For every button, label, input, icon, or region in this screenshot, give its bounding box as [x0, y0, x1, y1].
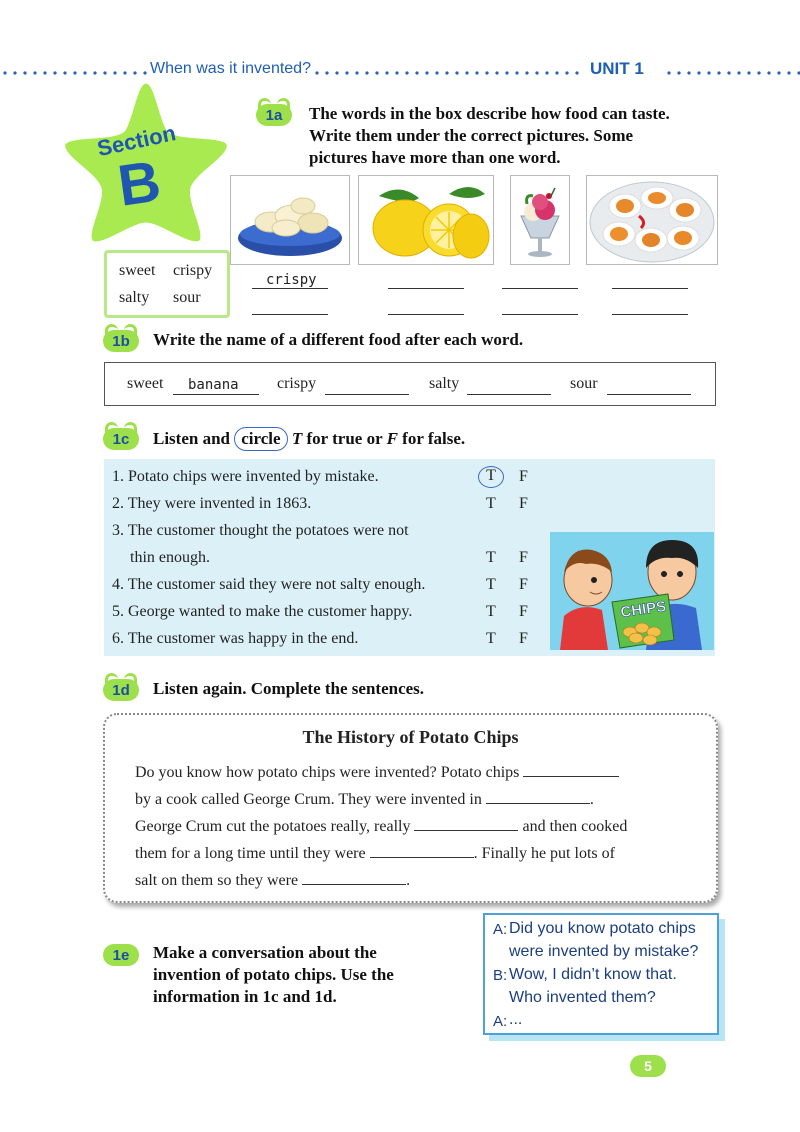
history-blank-5[interactable] [302, 870, 406, 885]
badge-1d: 1d [103, 679, 139, 701]
instruction-1a [309, 103, 729, 169]
history-line-4-end: . Finally he put lots of [473, 845, 615, 862]
ice-cream-image [510, 175, 570, 265]
statement-3-text-cont: thin enough. [130, 549, 210, 566]
sample-answer-crispy: crispy [266, 272, 317, 288]
history-box [103, 713, 718, 903]
statement-2-false[interactable]: F [519, 495, 528, 512]
answer-blank-icecream-2[interactable] [502, 314, 578, 315]
history-line-1-text: Do you know how potato chips were invented? Potato chips [135, 764, 520, 781]
word-crispy: crispy [173, 262, 213, 279]
header-unit: UNIT 1 [590, 59, 644, 78]
instruction-1d: Listen again. Complete the sentences. [153, 679, 425, 698]
badge-1e: 1e [103, 944, 139, 966]
history-line-3-text: George Crum cut the potatoes really, really [135, 818, 411, 835]
history-blank-1[interactable] [523, 762, 619, 777]
section-label: Section [94, 120, 178, 162]
section-letter: B [114, 148, 165, 219]
instruction-1c-pre: Listen and [153, 429, 230, 448]
statement-2-num: 2. [112, 495, 124, 512]
word-sweet-1b: sweet [127, 375, 164, 392]
statement-4 [112, 576, 425, 594]
header-title: When was it invented? [150, 60, 311, 77]
statement-3-num: 3. [112, 522, 124, 539]
potato-chips-image [230, 175, 350, 265]
instruction-1a-line2: Write them under the correct pictures. Some [309, 126, 634, 145]
history-line-1 [135, 762, 619, 782]
conv-b-line2: Who invented them? [509, 989, 656, 1006]
instruction-1e-line2: invention of potato chips. Use the [153, 965, 394, 984]
instruction-1a-line1: The words in the box describe how food can taste. [309, 104, 670, 123]
conv-a1-speaker: A: [493, 921, 508, 938]
statement-1-true-circled[interactable]: T [478, 466, 504, 488]
history-line-2-text: by a cook called George Crum. They were invented in [135, 791, 482, 808]
statement-5 [112, 603, 412, 621]
history-line-3 [135, 816, 627, 836]
badge-1a: 1a [256, 104, 292, 126]
history-line-5-end: . [406, 872, 411, 889]
statement-5-text: George wanted to make the customer happy. [128, 603, 413, 620]
page-number: 5 [630, 1055, 666, 1077]
conv-a2-line1: ... [509, 1011, 523, 1028]
answer-blank-lemons-2[interactable] [388, 314, 464, 315]
instruction-1c-T: T [291, 429, 303, 448]
instruction-1e-line1: Make a conversation about the [153, 943, 377, 962]
history-line-2 [135, 789, 594, 809]
statement-6-text: The customer was happy in the end. [127, 630, 359, 647]
instruction-1c [153, 427, 465, 451]
conv-b-speaker: B: [493, 967, 508, 984]
header-dots-mid [312, 70, 580, 76]
word-crispy-1b: crispy [277, 375, 317, 392]
history-line-4 [135, 843, 615, 863]
word-sour: sour [173, 289, 201, 306]
conv-a2-speaker: A: [493, 1013, 508, 1030]
instruction-1b: Write the name of a different food after each word. [153, 330, 524, 349]
statement-6-false[interactable]: F [519, 630, 528, 647]
answer-blank-icecream-1[interactable] [502, 288, 578, 289]
instruction-1e [153, 942, 453, 1008]
boys-with-chips-illustration [550, 532, 714, 650]
statement-1 [112, 468, 379, 486]
instruction-1e-line3: information in 1c and 1d. [153, 987, 337, 1006]
statement-2-true[interactable]: T [486, 495, 496, 512]
statement-1-text: Potato chips were invented by mistake. [128, 468, 379, 485]
instruction-1a-line3: pictures have more than one word. [309, 148, 561, 167]
statement-3-text: The customer thought the potatoes were not [127, 522, 409, 539]
instruction-1c-mid: for true or [306, 429, 383, 448]
answer-blank-lemons-1[interactable] [388, 288, 464, 289]
statement-2 [112, 495, 311, 513]
true-false-box [104, 459, 715, 656]
word-sour-1b: sour [570, 375, 598, 392]
answer-blank-sour[interactable] [607, 394, 691, 395]
word-sweet: sweet [119, 262, 156, 279]
statement-3-true[interactable]: T [486, 549, 496, 566]
statement-3 [112, 522, 409, 540]
statement-6-true[interactable]: T [486, 630, 496, 647]
instruction-1c-F: F [386, 429, 398, 448]
header-dots-left [0, 70, 148, 76]
conv-a1-line2: were invented by mistake? [509, 943, 699, 960]
word-box-1a [104, 250, 230, 318]
instruction-1c-circle: circle [234, 427, 287, 451]
statement-4-num: 4. [112, 576, 124, 593]
history-blank-3[interactable] [414, 816, 518, 831]
history-line-3-end: and then cooked [522, 818, 628, 835]
section-star-badge [56, 78, 236, 248]
chips-bag-label: CHIPS [619, 597, 668, 622]
history-blank-4[interactable] [370, 843, 474, 858]
statement-3-false[interactable]: F [519, 549, 528, 566]
answer-blank-egg-1[interactable] [612, 288, 688, 289]
statement-5-false[interactable]: F [519, 603, 528, 620]
history-blank-2[interactable] [486, 789, 590, 804]
answer-blank-chips-1[interactable] [252, 288, 328, 289]
lemons-image [358, 175, 494, 265]
badge-1b: 1b [103, 330, 139, 352]
conversation-box [483, 913, 719, 1035]
instruction-1c-post: for false. [402, 429, 466, 448]
answer-blank-chips-2[interactable] [252, 314, 328, 315]
statement-4-false[interactable]: F [519, 576, 528, 593]
answer-blank-crispy[interactable] [325, 394, 409, 395]
answer-blank-sweet[interactable] [173, 394, 259, 395]
history-line-4-text: them for a long time until they were [135, 845, 366, 862]
answer-blank-salty[interactable] [467, 394, 551, 395]
salted-egg-image [586, 175, 718, 265]
history-line-5 [135, 870, 410, 890]
header-dots-right [664, 70, 800, 76]
statement-4-text: The customer said they were not salty enough. [127, 576, 426, 593]
word-salty: salty [119, 289, 150, 306]
answer-sweet: banana [188, 377, 239, 393]
box-1b [104, 362, 716, 406]
history-title: The History of Potato Chips [302, 727, 519, 747]
statement-5-true[interactable]: T [486, 603, 496, 620]
conv-a1-line1: Did you know potato chips [509, 920, 696, 937]
statement-2-text: They were invented in 1863. [127, 495, 312, 512]
statement-5-num: 5. [112, 603, 124, 620]
word-salty-1b: salty [429, 375, 460, 392]
conv-b-line1: Wow, I didn’t know that. [509, 966, 677, 983]
statement-1-false[interactable]: F [519, 468, 528, 485]
answer-blank-egg-2[interactable] [612, 314, 688, 315]
history-line-2-end: . [589, 791, 594, 808]
history-line-5-text: salt on them so they were [135, 872, 299, 889]
statement-1-num: 1. [112, 468, 124, 485]
statement-6 [112, 630, 358, 648]
statement-6-num: 6. [112, 630, 124, 647]
statement-4-true[interactable]: T [486, 576, 496, 593]
badge-1c: 1c [103, 428, 139, 450]
